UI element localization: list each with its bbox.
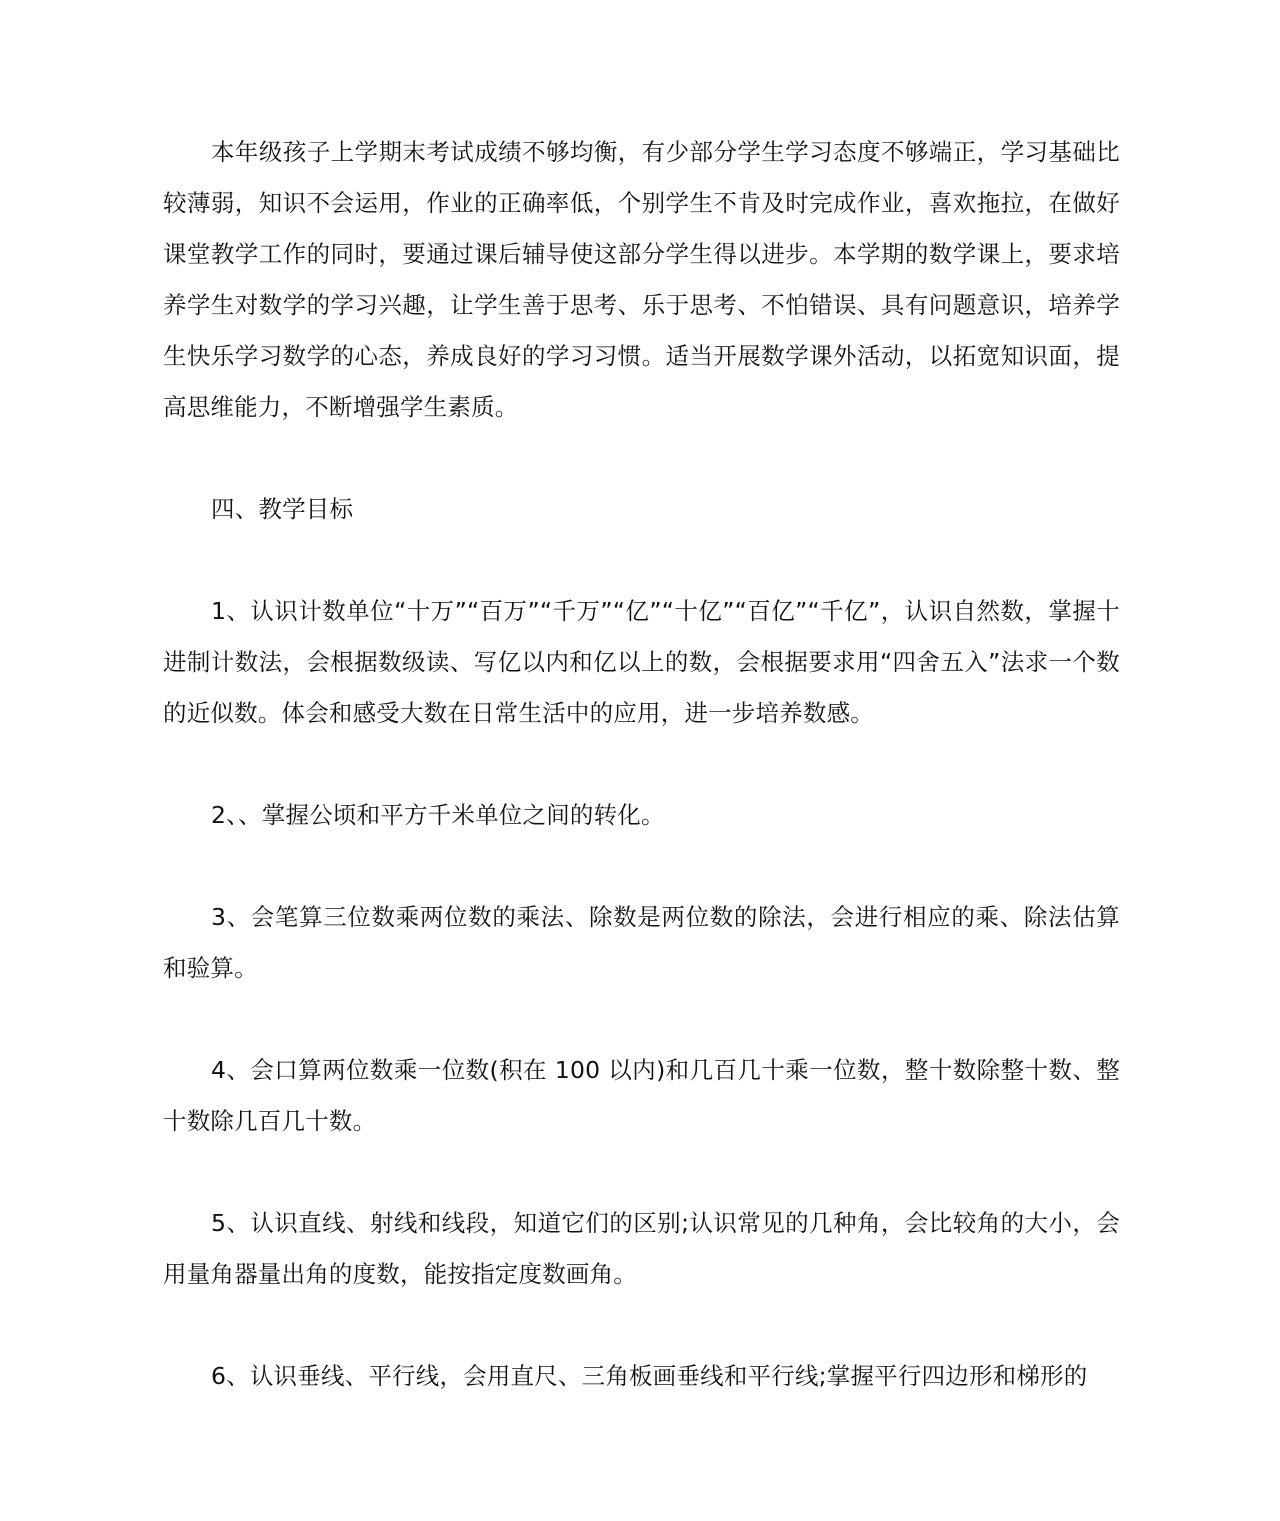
paragraph-spacer	[163, 841, 1120, 892]
paragraph-spacer	[163, 1300, 1120, 1351]
goal-item-3: 3、会笔算三位数乘两位数的乘法、除数是两位数的除法，会进行相应的乘、除法估算和验算。	[163, 903, 1120, 982]
paragraph-spacer	[163, 433, 1120, 484]
goal-item-1: 1、认识计数单位“十万”“百万”“千万”“亿”“十亿”“百亿”“千亿”，认识自然数，掌握十进制计数法，会根据数级读、写亿以内和亿以上的数，会根据要求用“四舍五入”法求一个数的近似数。体会和感受大数在日常生活中的应用，进一步培养数感。	[163, 597, 1120, 727]
section-heading-teaching-goals: 四、教学目标	[211, 495, 354, 523]
goal-item-4: 4、会口算两位数乘一位数(积在 100 以内)和几百几十乘一位数，整十数除整十数、整十数除几百几十数。	[163, 1056, 1120, 1135]
paragraph-student-situation: 本年级孩子上学期末考试成绩不够均衡，有少部分学生学习态度不够端正，学习基础比较薄弱，知识不会运用，作业的正确率低，个别学生不肯及时完成作业，喜欢拖拉，在做好课堂教学工作的同时，要通过课后辅导使这部分学生得以进步。本学期的数学课上，要求培养学生对数学的学习兴趣，让学生善于思考、乐于思考、不怕错误、具有问题意识，培养学生快乐学习数学的心态，养成良好的学习习惯。适当开展数学课外活动，以拓宽知识面，提高思维能力，不断增强学生素质。	[163, 138, 1120, 421]
goal-item-2: 2、、掌握公顷和平方千米单位之间的转化。	[211, 801, 665, 829]
document-body	[163, 127, 1120, 1402]
paragraph-spacer	[163, 994, 1120, 1045]
paragraph-spacer	[163, 535, 1120, 586]
paragraph-spacer	[163, 739, 1120, 790]
paragraph-spacer	[163, 1147, 1120, 1198]
goal-item-5: 5、认识直线、射线和线段，知道它们的区别;认识常见的几种角，会比较角的大小，会用量角器量出角的度数，能按指定度数画角。	[163, 1209, 1120, 1288]
goal-item-6: 6、认识垂线、平行线，会用直尺、三角板画垂线和平行线;掌握平行四边形和梯形的	[211, 1362, 1088, 1390]
